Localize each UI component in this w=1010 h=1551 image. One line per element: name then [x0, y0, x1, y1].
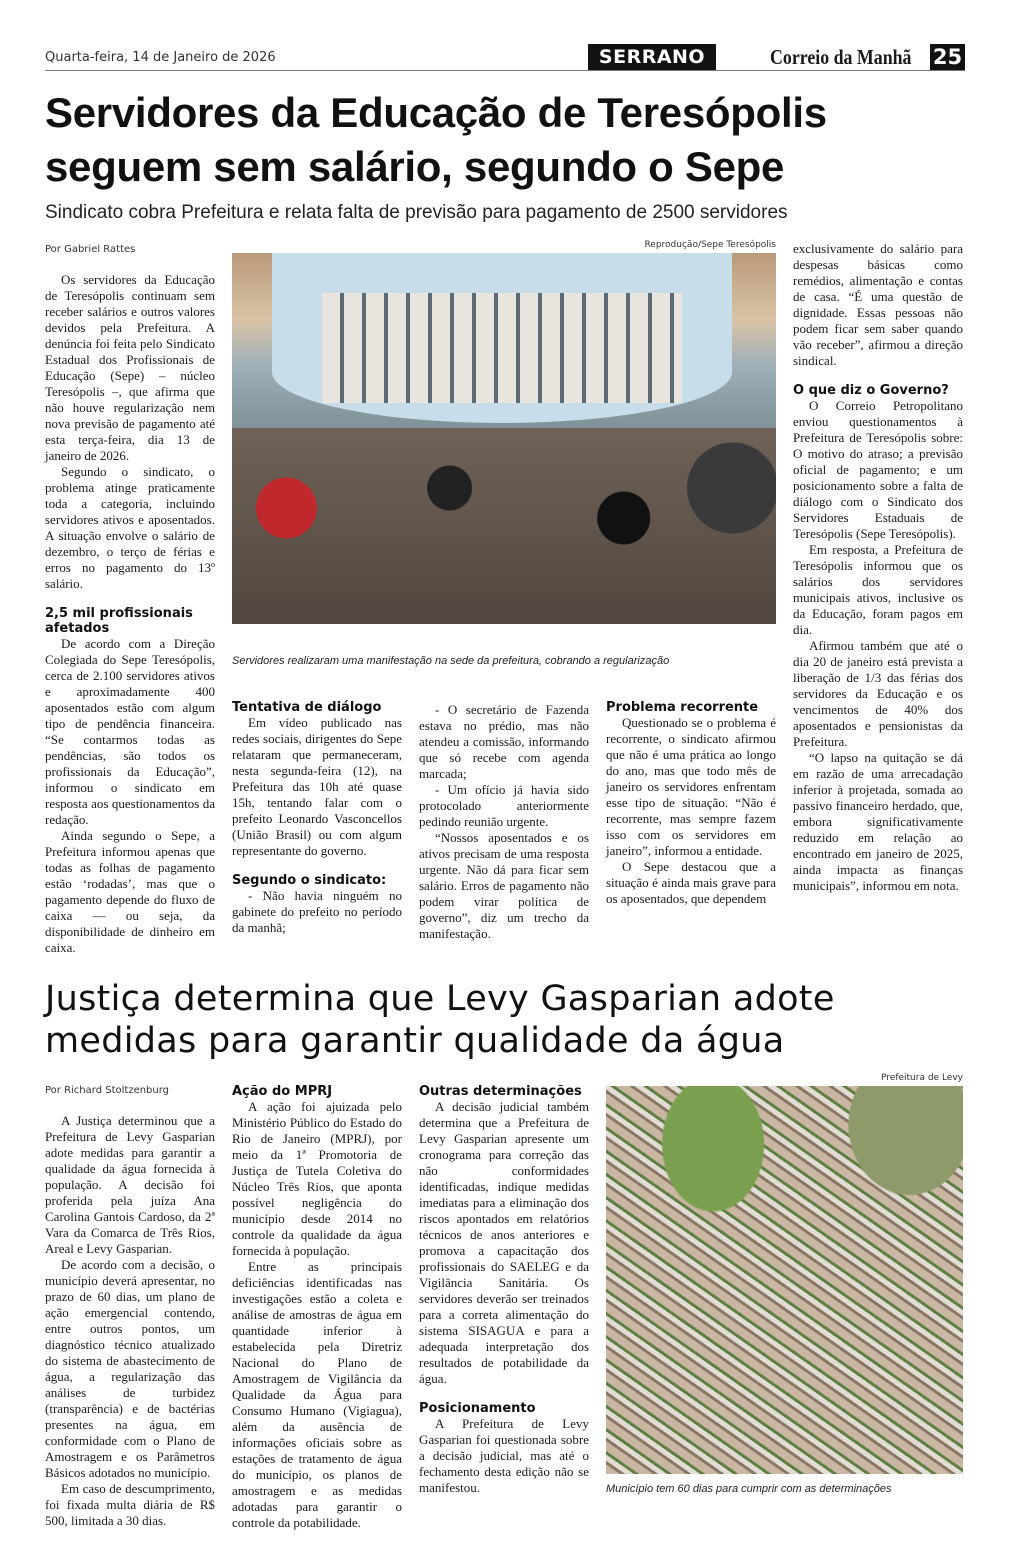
article2-photo-caption: Município tem 60 dias para cumprir com as determinações — [606, 1483, 892, 1495]
paragraph: - Não havia ninguém no gabinete do prefeito no período da manhã; — [232, 888, 402, 935]
article2-column-1 — [45, 1072, 215, 1529]
paragraph: Entre as principais deficiências identificadas nas investigações estão a coleta e análise de amostras de água em quantidade inferior à estabelecida pela Diretriz Nacional do Plano de Amostragem de Vigilância da Qualidade da Água para Consumo Humano (Vigiagua), além da ausência de informações oficiais sobre as estações de tratamento de água do município, os planos de amostragem e as medidas adotadas para garantir o controle da potabilidade. — [232, 1259, 402, 1530]
paragraph: Questionado se o problema é recorrente, o sindicato afirmou que não é uma prática ao longo do ano, mas que todo mês de janeiro os servidores enfrentam esse tipo de situação. “Não é recorrente, mas sempre fazem isso com os servidores em janeiro”, informou a entidade. — [606, 715, 776, 858]
paragraph: Segundo o sindicato, o problema atinge praticamente toda a categoria, incluindo servidores ativos e aposentados. A situação envolve o salário de dezembro, o terço de férias e erros no pagamento do 13º salário. — [45, 464, 215, 591]
paragraph: O Sepe destacou que a situação é ainda mais grave para os aposentados, que dependem — [606, 859, 776, 906]
subheading: 2,5 mil profissionais afetados — [45, 606, 193, 636]
article2-body — [45, 1072, 975, 1531]
paragraph: “O lapso na quitação se dá em razão de uma arrecadação inferior à projetada, somada ao passivo financeiro herdado, que, embora significativamente reduzido em relação ao encontrado em janeiro de 2025, ainda impacta as finanças municipais”, informou em nota. — [793, 750, 963, 893]
article1-column-1 — [45, 239, 215, 956]
paragraph: De acordo com a decisão, o município deverá apresentar, no prazo de 60 dias, um plano de ação emergencial contendo, entre outros pontos, um diagnóstico técnico atualizado do sistema de abastecimento de água, a regularização das análises de turbidez (transparência) e de bactérias presentes na água, em conformidade com o Plano de Amostragem e os Parâmetros Básicos adotados no município. — [45, 1257, 215, 1480]
paragraph: O Correio Petropolitano enviou questionamentos à Prefeitura de Teresópolis sobre: O motivo do atraso; a previsão oficial de pagamento; e um posicionamento sobre a falta de diálogo com o Sindicato dos Servidores Estaduais de Teresópolis (Sepe Teresópolis). — [793, 398, 963, 541]
article2-byline: Por Richard Stoltzenburg — [45, 1085, 170, 1096]
edition-date: Quarta-feira, 14 de Janeiro de 2026 — [45, 50, 276, 65]
paragraph: De acordo com a Direção Colegiada do Sepe Teresópolis, cerca de 2.100 servidores ativos e aproximadamente 400 aposentados estão com algum tipo de pendência financeira. “Se contarmos todas as pendências, são todos os profissionais da Educação”, informou o sindicato em resposta aos questionamentos da redação. — [45, 636, 215, 827]
article1-photo-protest — [232, 253, 776, 624]
subheading: Tentativa de diálogo — [232, 700, 382, 715]
subheading: Posicionamento — [419, 1401, 536, 1416]
paragraph: Em vídeo publicado nas redes sociais, dirigentes do Sepe relataram que permaneceram, nesta segunda-feira (12), na Prefeitura das 10h até quase 15h, tentando falar com o prefeito Leonardo Vasconcellos (União Brasil) ou com algum representante do governo. — [232, 715, 402, 858]
article2-photo-credit: Prefeitura de Levy — [881, 1073, 963, 1083]
article1-byline: Por Gabriel Rattes — [45, 244, 136, 255]
article2-headline: Justiça determina que Levy Gasparian adote medidas para garantir qualidade da água — [45, 979, 835, 1061]
paragraph: Os servidores da Educação de Teresópolis continuam sem receber salários e outros valores devidos pela Prefeitura. A denúncia foi feita pelo Sindicato Estadual dos Profissionais de Educação (Sepe) – núcleo Teresópolis –, que afirma que não houve regularização nem nova previsão de pagamento até esta terça-feira, dia 13 de janeiro de 2026. — [45, 272, 215, 463]
subheading: O que diz o Governo? — [793, 383, 949, 398]
article1-column-4 — [606, 700, 776, 907]
section-label: SERRANO — [588, 44, 716, 70]
subheading: Outras determinações — [419, 1084, 582, 1099]
article2-photo-aerial-town — [606, 1086, 963, 1474]
article1-column-2 — [232, 700, 402, 936]
newspaper-logo: Correio da Manhã — [770, 45, 912, 69]
article1-photo-block — [232, 239, 776, 624]
paragraph: “Nossos aposentados e os ativos precisam de uma resposta urgente. Não dá para ficar sem salário. Erros de pagamento não podem virar política de governo”, diz um trecho da manifestação. — [419, 830, 589, 941]
page-content — [45, 0, 975, 1551]
paragraph: A ação foi ajuizada pelo Ministério Público do Estado do Rio de Janeiro (MPRJ), por meio da 1ª Promotoria de Justiça de Tutela Coletiva do Núcleo Três Rios, que aponta possível negligência do município desde 2014 no controle da qualidade da água fornecida à população. — [232, 1099, 402, 1258]
article2-column-3 — [419, 1072, 589, 1496]
subheading: Ação do MPRJ — [232, 1084, 333, 1099]
paragraph: Em caso de descumprimento, foi fixada multa diária de R$ 500, limitada a 30 dias. — [45, 1481, 215, 1528]
article2-photo-block — [606, 1072, 963, 1496]
article1-body — [45, 239, 975, 956]
article1-photo-credit: Reprodução/Sepe Teresópolis — [644, 240, 776, 250]
article2-column-2 — [232, 1072, 402, 1531]
paragraph: Ainda segundo o Sepe, a Prefeitura informou apenas que todas as folhas de pagamento estão ‘rodadas’, mas que o pagamento depende do fluxo de caixa — ou seja, da disponibilidade de dinheiro em caixa. — [45, 828, 215, 955]
paragraph: exclusivamente do salário para despesas básicas como remédios, alimentação e contas de casa. “É uma questão de dignidade. Essas pessoas não podem ficar sem saber quando vão receber”, afirmou a direção sindical. — [793, 241, 963, 368]
article1-headline: Servidores da Educação de Teresópolis seguem sem salário, segundo o Sepe — [45, 89, 827, 190]
article1-subtitle: Sindicato cobra Prefeitura e relata falta de previsão para pagamento de 2500 servidores — [45, 202, 788, 223]
paragraph: A Prefeitura de Levy Gasparian foi questionada sobre a decisão judicial, mas até o fechamento desta edição não se manifestou. — [419, 1416, 589, 1495]
article1-photo-caption: Servidores realizaram uma manifestação na sede da prefeitura, cobrando a regularização — [232, 655, 670, 667]
subheading: Problema recorrente — [606, 700, 759, 715]
paragraph: - O secretário de Fazenda estava no prédio, mas não atendeu a comissão, informando que só recebe com agenda marcada; — [419, 702, 589, 781]
paragraph: Afirmou também que até o dia 20 de janeiro está prevista a liberação de 1/3 das férias dos servidores da Educação e os vencimentos de 40% dos aposentados e pensionistas da Prefeitura. — [793, 638, 963, 749]
page-number: 25 — [930, 44, 965, 71]
article1-column-3 — [419, 700, 589, 942]
paragraph: - Um ofício já havia sido protocolado anteriormente pedindo reunião urgente. — [419, 782, 589, 829]
subheading: Segundo o sindicato: — [232, 873, 387, 888]
article1-column-5 — [793, 239, 963, 894]
paragraph: Em resposta, a Prefeitura de Teresópolis informou que os salários dos servidores municipais ativos, inclusive os da Educação, foram pagos em dia. — [793, 542, 963, 637]
paragraph: A Justiça determinou que a Prefeitura de Levy Gasparian adote medidas para garantir a qualidade da água fornecida à população. A decisão foi proferida pela juíza Ana Carolina Gantois Cardoso, da 2ª Vara da Comarca de Três Rios, Areal e Levy Gasparian. — [45, 1113, 215, 1256]
paragraph: A decisão judicial também determina que a Prefeitura de Levy Gasparian apresente um cronograma para correção das não conformidades identificadas, indique medidas imediatas para a eliminação dos riscos apontados em relatórios técnicos de anos anteriores e promova a capacitação dos profissionais do SAELEG e da Vigilância Sanitária. Os servidores deverão ser treinados para a correta alimentação do sistema SISAGUA e para a adequada interpretação dos resultados de potabilidade da água. — [419, 1099, 589, 1386]
